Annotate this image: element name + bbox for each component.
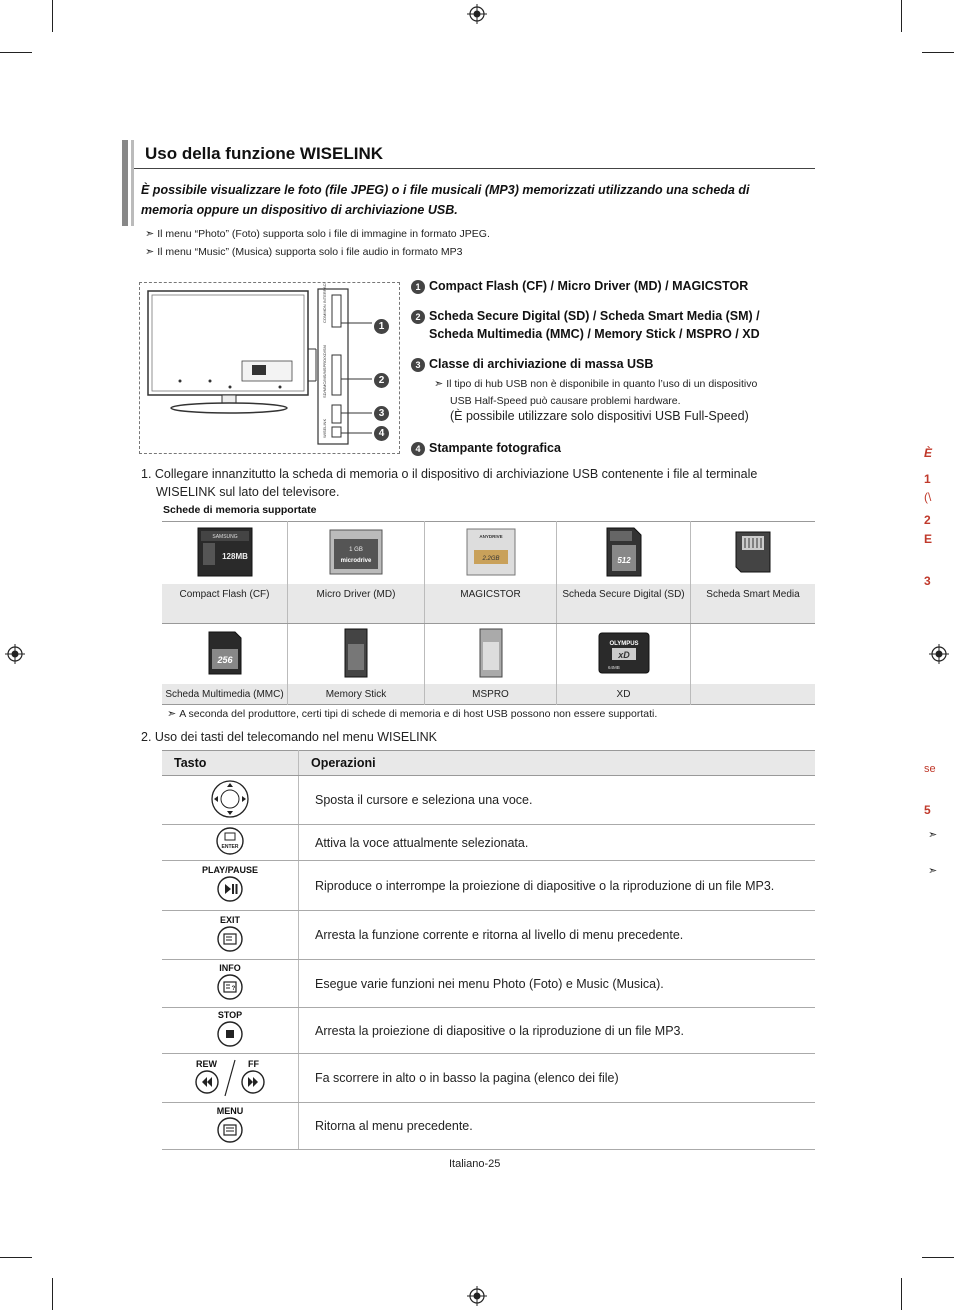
note-text: Il menu “Photo” (Foto) supporta solo i file di immagine in formato JPEG. <box>157 228 490 240</box>
table-row <box>162 1054 815 1103</box>
title-accent-bar <box>122 140 128 226</box>
registration-mark-icon <box>5 644 25 664</box>
legend-item-2-cont: Scheda Multimedia (MMC) / Memory Stick / MSPRO / XD <box>429 327 760 341</box>
enter-button-icon <box>215 826 245 856</box>
card-mspro-image <box>425 624 557 685</box>
note-photo: ➣ Il menu “Photo” (Foto) supporta solo i file di immagine in formato JPEG. <box>145 228 490 240</box>
operation-text: Ritorna al menu precedente. <box>299 1103 816 1150</box>
card-capacity: 2.2GB <box>481 555 500 562</box>
table-row <box>162 1103 815 1150</box>
card-cf-image <box>162 522 288 585</box>
callout-4: 4 <box>374 426 389 441</box>
crop-mark <box>52 1278 53 1310</box>
key-cell <box>162 861 299 911</box>
port-label: SD/MMC/MS/MSPRO/XD/SM <box>322 345 327 398</box>
step-1: 1. Collegare innanzitutto la scheda di memoria o il dispositivo di archiviazione USB contenente i file al terminale <box>141 467 758 481</box>
bleed-text: 5 <box>924 803 931 817</box>
slash-divider-icon <box>223 1058 237 1098</box>
card-brand: ANYDRIVE <box>478 533 503 539</box>
bleed-text: 3 <box>924 574 931 588</box>
key-label: INFO <box>219 963 241 973</box>
table-row <box>162 960 815 1008</box>
direction-pad-icon <box>210 779 250 819</box>
card-brand: OLYMPUS <box>608 640 639 647</box>
cards-note: ➣ A seconda del produttore, certi tipi di schede di memoria e di host USB possono non essere supportati. <box>167 708 658 720</box>
column-header-operazioni: Operazioni <box>299 751 816 776</box>
intro-text: È possibile visualizzare le foto (file JPEG) o i file musicali (MP3) memorizzati utilizzando una scheda di memoria oppure un dispositivo di archiviazione USB. <box>141 183 750 217</box>
registration-mark-icon <box>929 644 949 664</box>
crop-mark <box>901 1278 902 1310</box>
operation-text: Sposta il cursore e seleziona una voce. <box>299 776 816 825</box>
card-capacity: 1 GB <box>349 546 363 553</box>
legend-text: Classe di archiviazione di massa USB <box>429 357 654 371</box>
card-capacity: 512 <box>616 555 631 565</box>
bleed-text: È <box>924 446 933 460</box>
bleed-text: se <box>924 763 936 775</box>
table-row <box>162 861 815 911</box>
key-cell <box>162 1008 299 1054</box>
key-cell <box>162 960 299 1008</box>
operation-text: Arresta la proiezione di diapositive o la riproduzione di un file MP3. <box>299 1008 816 1054</box>
column-header-tasto: Tasto <box>162 751 299 776</box>
legend-number: 2 <box>411 310 425 324</box>
card-brand: SAMSUNG <box>211 533 238 540</box>
key-label: EXIT <box>219 914 240 925</box>
svg-text:?: ? <box>231 986 236 992</box>
tv-rear-illustration <box>140 283 399 453</box>
operation-text: Esegue varie funzioni nei menu Photo (Foto) e Music (Musica). <box>299 960 816 1008</box>
registration-mark-icon <box>467 4 487 24</box>
crop-mark <box>0 1257 32 1258</box>
crop-mark <box>901 0 902 32</box>
table-row <box>162 911 815 960</box>
magicstor-icon <box>466 528 516 576</box>
operation-text: Attiva la voce attualmente selezionata. <box>299 825 816 861</box>
smart-media-icon <box>735 531 771 573</box>
crop-mark <box>922 52 954 53</box>
card-label: Memory Stick <box>288 684 425 705</box>
play-pause-icon <box>216 875 244 903</box>
key-label: PLAY/PAUSE <box>201 865 259 875</box>
memory-stick-icon <box>344 628 368 678</box>
card-label: XD <box>557 684 691 705</box>
usb-note: ➣ Il tipo di hub USB non è disponibile in quanto l’uso di un dispositivo <box>434 378 758 390</box>
key-label: FF <box>247 1058 259 1069</box>
page-title: Uso della funzione WISELINK <box>145 144 384 163</box>
menu-icon <box>216 1116 244 1144</box>
sd-card-icon <box>606 527 642 577</box>
card-ms-image <box>288 624 425 685</box>
callout-3: 3 <box>374 406 389 421</box>
card-brand: microdrive <box>340 557 372 564</box>
card-label <box>691 684 816 705</box>
operation-text: Riproduce o interrompe la proiezione di diapositive o la riproduzione di un file MP3. <box>299 861 816 911</box>
exit-icon <box>216 925 244 953</box>
card-md-image <box>288 522 425 585</box>
crop-mark <box>0 52 32 53</box>
key-cell <box>162 1103 299 1150</box>
port-label: WISELINK <box>322 418 327 438</box>
legend-text: Stampante fotografica <box>429 441 561 455</box>
cards-note-text: A seconda del produttore, certi tipi di schede di memoria e di host USB possono non essere supportati. <box>179 708 658 720</box>
card-capacity: 256 <box>216 654 233 665</box>
card-label: MAGICSTOR <box>425 584 557 624</box>
note-music: ➣ Il menu “Music” (Musica) supporta solo i file audio in formato MP3 <box>145 246 463 258</box>
bleed-arrow-icon: ➣ <box>928 829 938 841</box>
compact-flash-icon <box>197 527 253 577</box>
bleed-text: 2 <box>924 513 931 527</box>
multimedia-card-icon <box>208 631 242 675</box>
card-label: Scheda Multimedia (MMC) <box>162 684 288 705</box>
usb-note-cont: USB Half-Speed può causare problemi hardware. <box>450 395 681 407</box>
stop-icon <box>216 1020 244 1048</box>
info-icon <box>216 973 244 1001</box>
microdrive-icon <box>329 529 383 575</box>
callout-1: 1 <box>374 319 389 334</box>
card-capacity: 64MB <box>607 664 620 670</box>
legend-item-2 <box>411 307 760 325</box>
operation-text: Fa scorrere in alto o in basso la pagina (elenco dei file) <box>299 1054 816 1103</box>
legend-text: Scheda Secure Digital (SD) / Scheda Smart Media (SM) / <box>429 309 760 323</box>
port-label: COMMON INTERFACE <box>322 283 327 323</box>
card-label: Scheda Smart Media <box>691 584 816 624</box>
bleed-text: (\ <box>924 490 932 504</box>
card-sd-image <box>557 522 691 585</box>
step-1-cont: WISELINK sul lato del televisore. <box>156 485 340 499</box>
memory-stick-pro-icon <box>479 628 503 678</box>
key-label: STOP <box>217 1010 243 1020</box>
rewind-icon <box>194 1069 220 1095</box>
usb-note-fullspeed: (È possibile utilizzare solo dispositivi USB Full-Speed) <box>450 409 749 423</box>
tv-side-diagram <box>139 282 400 454</box>
callout-2: 2 <box>374 373 389 388</box>
card-label: Compact Flash (CF) <box>162 584 288 624</box>
key-cell <box>162 776 299 825</box>
title-rule <box>134 168 815 169</box>
card-type: xD <box>617 649 630 660</box>
crop-mark <box>922 1257 954 1258</box>
table-row <box>162 825 815 861</box>
key-cell <box>162 825 299 861</box>
legend-item-1 <box>411 277 748 295</box>
crop-mark <box>52 0 53 32</box>
legend-number: 3 <box>411 358 425 372</box>
key-label: MENU <box>216 1105 244 1116</box>
page-number: Italiano-25 <box>449 1158 501 1170</box>
bleed-text: 1 <box>924 472 931 486</box>
key-cell <box>162 911 299 960</box>
remote-keys-table <box>162 750 815 1150</box>
card-label: Scheda Secure Digital (SD) <box>557 584 691 624</box>
card-label: Micro Driver (MD) <box>288 584 425 624</box>
card-empty <box>691 624 816 685</box>
card-xd-image <box>557 624 691 685</box>
cards-heading: Schede di memoria supportate <box>163 504 317 516</box>
title-accent-bar <box>131 140 134 226</box>
card-label: MSPRO <box>425 684 557 705</box>
fast-forward-icon <box>240 1069 266 1095</box>
registration-mark-icon <box>467 1286 487 1306</box>
step-2: 2. Uso dei tasti del telecomando nel menu WISELINK <box>141 730 437 744</box>
table-row <box>162 776 815 825</box>
bleed-text: E <box>924 532 933 546</box>
note-text: Il menu “Music” (Musica) supporta solo i file audio in formato MP3 <box>157 246 463 258</box>
card-magicstor-image <box>425 522 557 585</box>
card-mmc-image <box>162 624 288 685</box>
key-label: ENTER <box>221 844 239 850</box>
key-label: REW <box>196 1058 218 1069</box>
operation-text: Arresta la funzione corrente e ritorna al livello di menu precedente. <box>299 911 816 960</box>
supported-cards-table <box>162 521 815 705</box>
card-capacity: 128MB <box>221 551 248 561</box>
key-cell <box>162 1054 299 1103</box>
bleed-arrow-icon: ➣ <box>928 865 938 877</box>
table-row <box>162 1008 815 1054</box>
legend-item-3 <box>411 355 653 373</box>
legend-text: Compact Flash (CF) / Micro Driver (MD) / MAGICSTOR <box>429 279 749 293</box>
legend-number: 4 <box>411 442 425 456</box>
card-sm-image <box>691 522 816 585</box>
xd-card-icon <box>598 632 650 674</box>
usb-note-text: Il tipo di hub USB non è disponibile in quanto l’uso di un dispositivo <box>446 378 758 390</box>
legend-number: 1 <box>411 280 425 294</box>
legend-item-4 <box>411 439 561 457</box>
